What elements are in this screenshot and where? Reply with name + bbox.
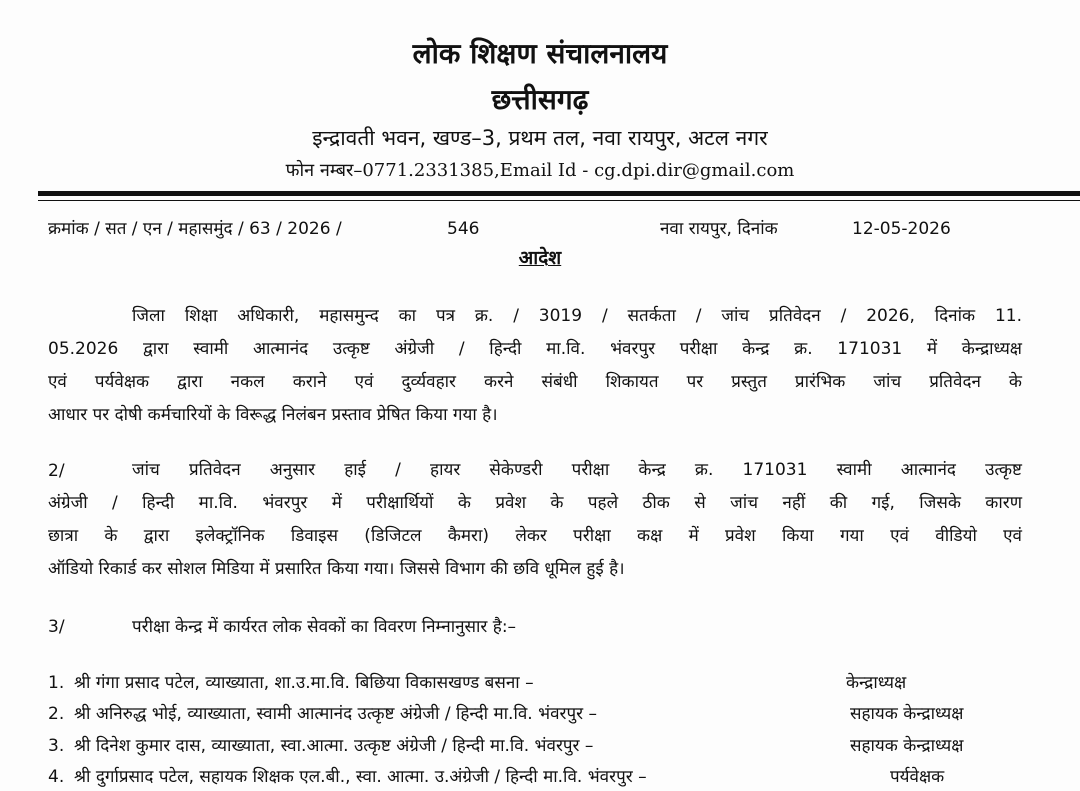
paragraph-1 xyxy=(48,300,1022,432)
paragraph-2 xyxy=(48,454,1022,586)
paragraph-2-line: जांच प्रतिवेदन अनुसार हाई / हायर सेकेण्डरी परीक्षा केन्द्र क्र. 171031 स्वामी आत्मानंद उत्कृष्ट xyxy=(132,460,1022,480)
staff-number: 1. xyxy=(48,673,65,693)
paragraph-2-line: ऑडियो रिकार्ड कर सोशल मिडिया में प्रसारित किया गया। जिससे विभाग की छवि धूमिल हुई है। xyxy=(48,559,625,579)
office-contact: फोन नम्बर–0771.2331385,Email Id - cg.dpi.dir@gmail.com xyxy=(285,160,795,181)
paragraph-1-line: 05.2026 द्वारा स्वामी आत्मानंद उत्कृष्ट अंग्रेजी / हिन्दी मा.वि. भंवरपुर परीक्षा केन्द्र क्र. 171031 में केन्द्राध्यक्ष xyxy=(48,339,1022,359)
staff-number: 2. xyxy=(48,704,65,724)
staff-list-item xyxy=(48,670,534,693)
order-date: 12-05-2026 xyxy=(852,219,951,239)
staff-details: श्री दुर्गाप्रसाद पटेल, सहायक शिक्षक एल.बी., स्वा. आत्मा. उ.अंग्रेजी / हिन्दी मा.वि. भंवरपुर – xyxy=(74,767,647,787)
paragraph-3: परीक्षा केन्द्र में कार्यरत लोक सेवकों का विवरण निम्नानुसार है:– xyxy=(132,617,517,637)
staff-number: 3. xyxy=(48,736,65,756)
staff-role: सहायक केन्द्राध्यक्ष xyxy=(850,704,964,724)
paragraph-3-number: 3/ xyxy=(48,617,65,637)
state-name: छत्तीसगढ़ xyxy=(491,83,589,116)
paragraph-1-line: जिला शिक्षा अधिकारी, महासमुन्द का पत्र क्र. / 3019 / सतर्कता / जांच प्रतिवेदन / 2026, दिनांक 11. xyxy=(132,306,1022,326)
staff-role: सहायक केन्द्राध्यक्ष xyxy=(850,736,964,756)
place-date-label: नवा रायपुर, दिनांक xyxy=(660,219,778,239)
paragraph-2-line: अंग्रेजी / हिन्दी मा.वि. भंवरपुर में परीक्षार्थियों के प्रवेश के पहले ठीक से जांच नहीं की गई, जिसके कारण xyxy=(48,493,1022,513)
order-heading: आदेश xyxy=(518,247,562,269)
header-rule-thin xyxy=(38,200,1080,201)
staff-details: श्री अनिरुद्ध भोई, व्याख्याता, स्वामी आत्मानंद उत्कृष्ट अंग्रेजी / हिन्दी मा.वि. भंवरपुर – xyxy=(74,704,597,724)
staff-details: श्री दिनेश कुमार दास, व्याख्याता, स्वा.आत्मा. उत्कृष्ट अंग्रेजी / हिन्दी मा.वि. भंवरपुर – xyxy=(74,736,594,756)
staff-list-item xyxy=(48,701,597,724)
office-address: इन्द्रावती भवन, खण्ड–3, प्रथम तल, नवा रायपुर, अटल नगर xyxy=(312,126,768,150)
paragraph-2-number: 2/ xyxy=(48,461,65,481)
header-rule-thick xyxy=(38,191,1080,196)
staff-list-item xyxy=(48,733,593,756)
reference-number: 546 xyxy=(447,219,480,239)
staff-number: 4. xyxy=(48,767,65,787)
paragraph-1-line: एवं पर्यवेक्षक द्वारा नकल कराने एवं दुर्व्यवहार करने संबंधी शिकायत पर प्रस्तुत प्रारंभिक जांच प्रतिवेदन के xyxy=(48,372,1022,392)
staff-list-item xyxy=(48,764,647,787)
staff-role: पर्यवेक्षक xyxy=(890,767,945,787)
paragraph-2-line: छात्रा के द्वारा इलेक्ट्रॉनिक डिवाइस (डिजिटल कैमरा) लेकर परीक्षा कक्ष में प्रवेश किया गया एवं वीडियो एवं xyxy=(48,526,1022,546)
reference-prefix: क्रमांक / सत / एन / महासमुंद / 63 / 2026 / xyxy=(48,219,342,239)
office-title: लोक शिक्षण संचालनालय xyxy=(412,37,668,70)
staff-role: केन्द्राध्यक्ष xyxy=(846,673,907,693)
paragraph-1-line: आधार पर दोषी कर्मचारियों के विरूद्ध निलंबन प्रस्ताव प्रेषित किया गया है। xyxy=(48,405,498,425)
staff-details: श्री गंगा प्रसाद पटेल, व्याख्याता, शा.उ.मा.वि. बिछिया विकासखण्ड बसना – xyxy=(74,673,534,693)
